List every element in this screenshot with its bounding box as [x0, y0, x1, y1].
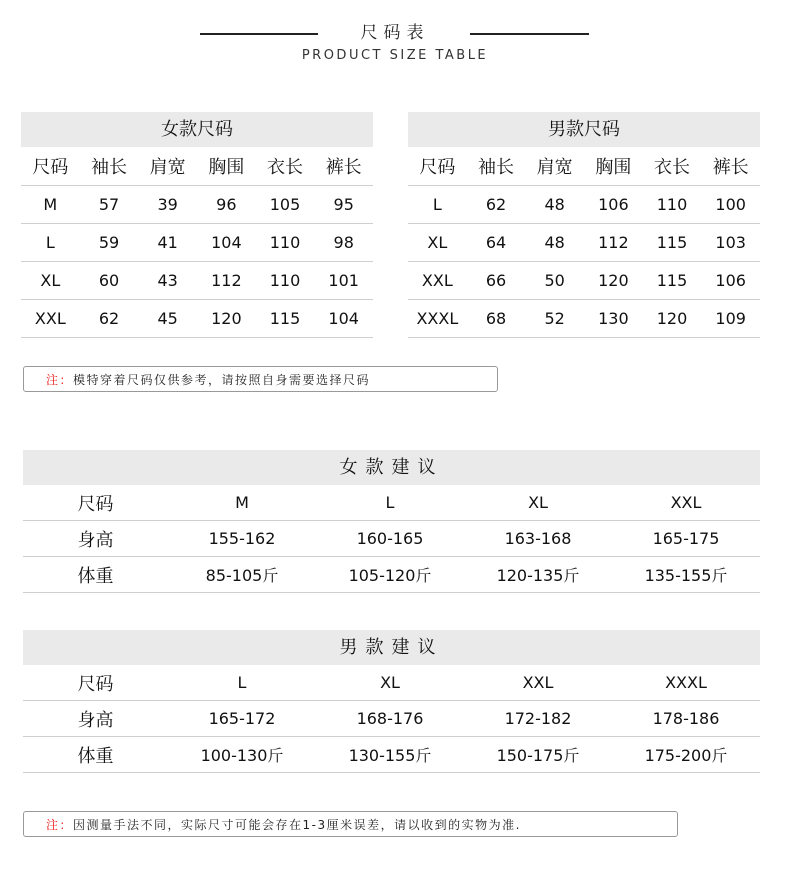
table-cell: XL: [427, 233, 448, 252]
row-label: 体重: [77, 745, 114, 767]
table-cell: 178-186: [652, 709, 720, 728]
title-cn: 尺码表: [360, 23, 430, 43]
table-cell: 130: [598, 309, 629, 328]
table-cell: 105: [269, 195, 301, 214]
men-size-table-title: 男款尺码: [408, 112, 760, 147]
row-label: 身高: [77, 709, 114, 731]
table-row: [21, 224, 373, 262]
row-label: 尺码: [77, 673, 114, 695]
table-cell: 135-155斤: [644, 566, 728, 585]
table-cell: 175-200斤: [644, 746, 728, 765]
table-cell: 115: [656, 233, 688, 252]
table-row: [21, 300, 373, 338]
table-cell: M: [43, 195, 58, 214]
table-row: [21, 262, 373, 300]
column-header: 衣长: [654, 157, 691, 178]
table-cell: 120: [656, 309, 688, 328]
row-label: 体重: [77, 565, 114, 587]
row-label: 尺码: [77, 493, 114, 515]
women-size-table-title: 女款尺码: [21, 112, 373, 147]
table-cell: XL: [380, 673, 400, 692]
men-size-table: [408, 112, 760, 338]
table-cell: 68: [485, 309, 507, 328]
table-cell: 165-172: [208, 709, 276, 728]
table-cell: 120-135斤: [496, 566, 580, 585]
table-cell: 112: [211, 271, 242, 290]
table-cell: 106: [598, 195, 629, 214]
table-row: [23, 665, 760, 701]
table-cell: 64: [485, 233, 507, 252]
table-cell: L: [432, 195, 442, 214]
table-cell: 103: [715, 233, 746, 252]
table-cell: 104: [211, 233, 242, 252]
model-size-note: [23, 366, 498, 392]
table-row: [408, 262, 760, 300]
men-advice-title: 男款建议: [23, 630, 760, 665]
table-cell: 120: [598, 271, 629, 290]
column-header: 裤长: [325, 157, 362, 178]
table-cell: 115: [656, 271, 688, 290]
table-cell: 109: [715, 309, 746, 328]
table-cell: 110: [269, 233, 301, 252]
table-cell: L: [237, 673, 247, 692]
table-cell: 45: [157, 309, 178, 328]
table-cell: 106: [715, 271, 746, 290]
note-prefix: 注：: [46, 818, 74, 832]
table-row: [408, 186, 760, 224]
table-row: [408, 300, 760, 338]
table-cell: L: [45, 233, 55, 252]
note-text: 因测量手法不同，实际尺寸可能会存在1-3厘米误差，请以收到的实物为准.: [73, 818, 521, 832]
table-cell: 110: [269, 271, 301, 290]
column-header: 袖长: [91, 157, 127, 178]
table-cell: 120: [211, 309, 242, 328]
table-cell: L: [385, 493, 395, 512]
women-advice-table: [23, 450, 760, 593]
table-cell: 100-130斤: [200, 746, 284, 765]
table-cell: XXXL: [665, 673, 707, 692]
table-cell: XXXL: [416, 309, 459, 328]
table-cell: 66: [485, 271, 507, 290]
table-cell: 130-155斤: [348, 746, 432, 765]
table-cell: 115: [269, 309, 301, 328]
table-row: [23, 557, 760, 593]
women-advice-title: 女款建议: [23, 450, 760, 485]
table-cell: 41: [157, 233, 178, 252]
table-cell: 100: [715, 195, 746, 214]
table-cell: XL: [40, 271, 61, 290]
table-cell: 105-120斤: [348, 566, 432, 585]
table-cell: 101: [328, 271, 359, 290]
table-cell: 96: [216, 195, 237, 214]
table-cell: 48: [544, 195, 565, 214]
column-header: 尺码: [32, 157, 69, 178]
table-cell: XXL: [522, 673, 554, 692]
column-header: 胸围: [595, 157, 632, 178]
measurement-note: [23, 811, 678, 837]
table-cell: XXL: [421, 271, 453, 290]
table-cell: 52: [544, 309, 565, 328]
column-header: 裤长: [712, 157, 749, 178]
table-cell: 59: [98, 233, 120, 252]
table-cell: 48: [544, 233, 565, 252]
table-row: [21, 186, 373, 224]
table-cell: 160-165: [356, 529, 424, 548]
table-cell: 39: [157, 195, 178, 214]
table-cell: 50: [544, 271, 565, 290]
table-cell: 62: [485, 195, 507, 214]
men-advice-table: [23, 630, 760, 773]
women-size-table: [21, 112, 373, 338]
row-label: 身高: [77, 529, 114, 551]
page-title: [0, 18, 790, 63]
table-row: [23, 521, 760, 557]
table-cell: 110: [656, 195, 688, 214]
table-row: [23, 737, 760, 773]
table-cell: 95: [333, 195, 354, 214]
note-text: 模特穿着尺码仅供参考，请按照自身需要选择尺码: [73, 373, 371, 387]
table-cell: 98: [333, 233, 354, 252]
table-cell: XXL: [34, 309, 66, 328]
table-header-row: [408, 147, 760, 186]
table-cell: 62: [98, 309, 120, 328]
table-cell: 165-175: [652, 529, 720, 548]
title-en: PRODUCT SIZE TABLE: [301, 48, 489, 63]
table-row: [408, 224, 760, 262]
table-cell: XL: [528, 493, 548, 512]
table-cell: XXL: [670, 493, 702, 512]
column-header: 袖长: [478, 157, 514, 178]
table-row: [23, 701, 760, 737]
table-cell: 112: [598, 233, 629, 252]
table-row: [23, 485, 760, 521]
column-header: 尺码: [419, 157, 456, 178]
table-cell: 104: [328, 309, 359, 328]
table-cell: 168-176: [356, 709, 424, 728]
table-cell: 85-105斤: [205, 566, 279, 585]
table-cell: 43: [157, 271, 178, 290]
table-cell: 163-168: [504, 529, 572, 548]
column-header: 衣长: [267, 157, 304, 178]
column-header: 肩宽: [149, 157, 186, 178]
table-cell: 57: [98, 195, 120, 214]
table-cell: 155-162: [208, 529, 276, 548]
table-cell: 150-175斤: [496, 746, 580, 765]
table-cell: 60: [98, 271, 120, 290]
column-header: 肩宽: [536, 157, 573, 178]
table-header-row: [21, 147, 373, 186]
column-header: 胸围: [208, 157, 245, 178]
table-cell: 172-182: [504, 709, 572, 728]
table-cell: M: [235, 493, 249, 512]
note-prefix: 注：: [46, 373, 74, 387]
